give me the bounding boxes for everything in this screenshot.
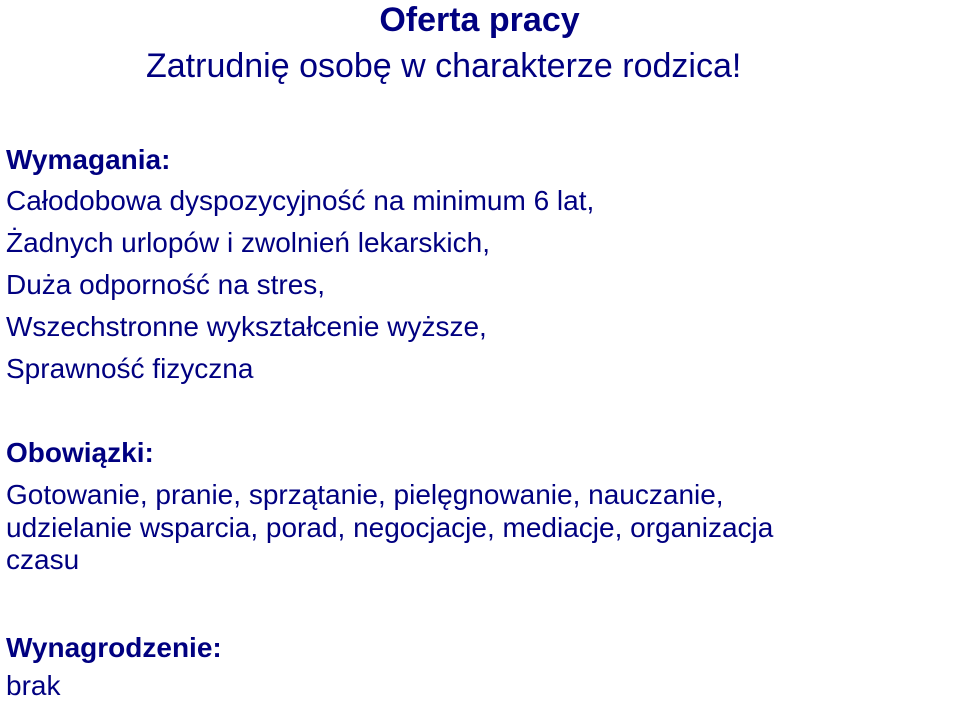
duties-line: udzielanie wsparcia, porad, negocjacje, mediacje, organizacja (6, 512, 774, 543)
page-title: Oferta pracy (379, 1, 580, 39)
duties-heading: Obowiązki: (6, 437, 154, 468)
requirement-item: Żadnych urlopów i zwolnień lekarskich, (6, 227, 490, 258)
salary-value: brak (6, 670, 61, 701)
salary-heading: Wynagrodzenie: (6, 632, 222, 663)
duties-line: czasu (6, 544, 80, 575)
requirement-item: Duża odporność na stres, (6, 269, 326, 300)
page-subtitle: Zatrudnię osobę w charakterze rodzica! (146, 47, 742, 85)
requirement-item: Całodobowa dyspozycyjność na minimum 6 lat, (6, 185, 595, 216)
requirement-item: Sprawność fizyczna (6, 353, 254, 384)
duties-line: Gotowanie, pranie, sprzątanie, pielęgnowanie, nauczanie, (6, 479, 724, 510)
requirements-section (6, 144, 958, 390)
duties-text (6, 477, 958, 576)
duties-section (6, 437, 958, 576)
requirement-item: Wszechstronne wykształcenie wyższe, (6, 311, 487, 342)
salary-section (6, 632, 958, 704)
requirements-heading: Wymagania: (6, 144, 171, 175)
